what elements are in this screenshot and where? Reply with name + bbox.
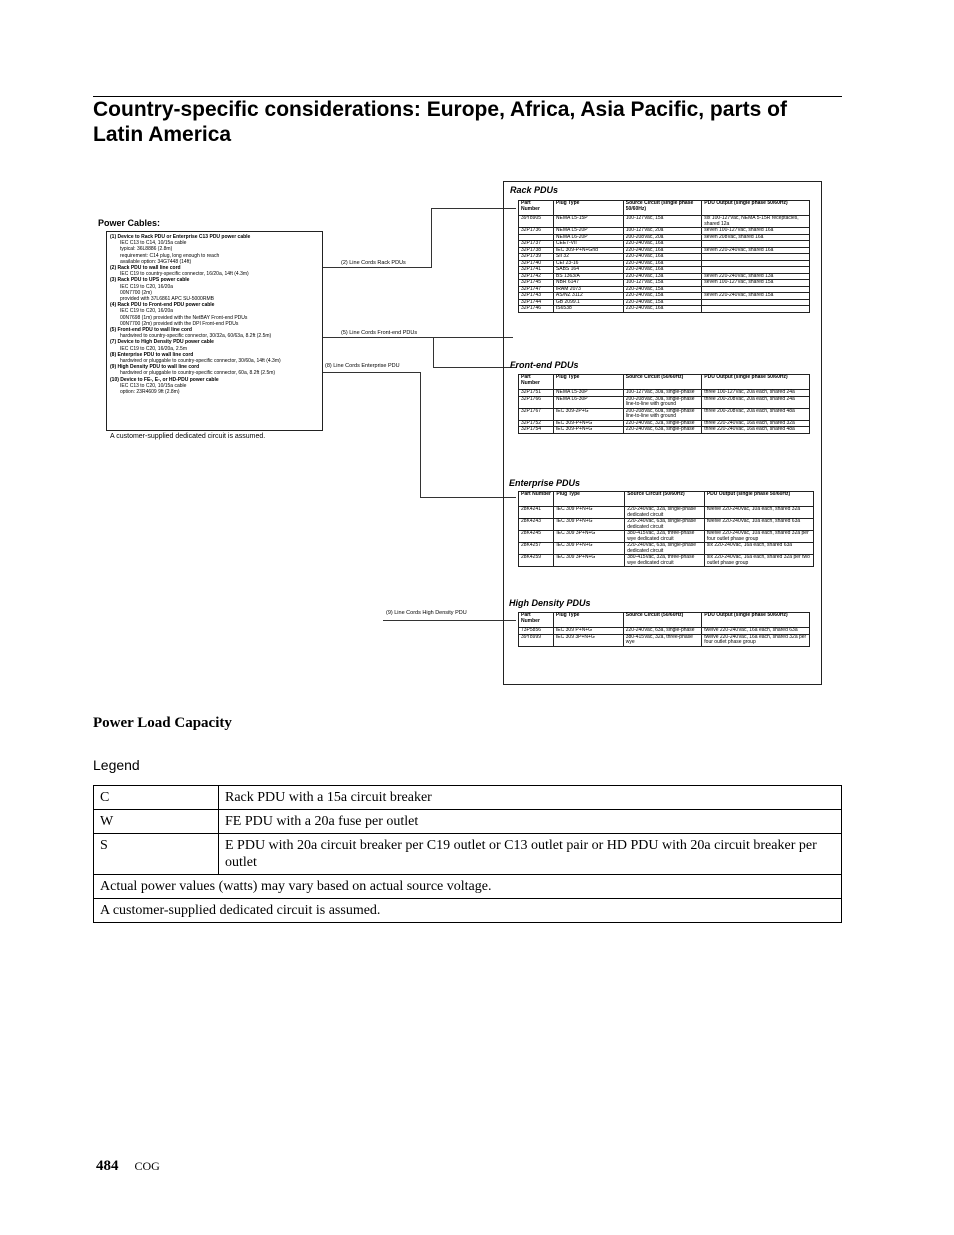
table-cell: 220-240Vac, 15a — [623, 286, 702, 293]
table-cell: 32P1740 — [519, 260, 554, 267]
table-row — [519, 634, 810, 646]
frontend-pdus-title: Front-end PDUs — [510, 360, 579, 370]
table-cell: 380-415Vac, 32a, three-phase wye dedicated circuit — [625, 531, 705, 543]
table-cell: 32P1736 — [519, 228, 554, 235]
cable-heading: (8) Enterprise PDU to wall line cord — [110, 351, 194, 358]
table-cell: 32P1747 — [519, 286, 554, 293]
cable-detail: typical: 36L8886 (2.8m) — [120, 246, 173, 253]
table-cell: 32P1752 — [519, 420, 554, 427]
table-cell: 32P1743 — [519, 293, 554, 300]
section-heading: Power Load Capacity — [93, 715, 232, 731]
rack-pdu-table — [518, 200, 810, 313]
table-cell: NEMA L5-15P — [553, 216, 623, 228]
table-cell: 32P1754 — [519, 427, 554, 434]
cable-heading: (1) Device to Rack PDU or Enterprise C13 PDU power cable — [110, 234, 251, 240]
table-row — [519, 531, 814, 543]
table-header-row — [519, 375, 810, 390]
legend-description: Rack PDU with a 15a circuit breaker — [219, 786, 842, 810]
table-cell: 39Y8999 — [519, 634, 554, 646]
table-cell: twelve 220-240Vac, 16a each, shared 32a per four outlet phase group — [702, 634, 810, 646]
table-cell: seven 208Vac, shared 16a — [702, 234, 810, 241]
table-cell: NEMA L5-20P — [553, 228, 623, 235]
table-cell: IEC 309 3P+N+G — [553, 634, 623, 646]
table-cell: 220-240Vac, 63a, single-phase — [623, 427, 702, 434]
table-cell: 100-127Vac, 20a — [623, 228, 702, 235]
connector-line-frontend-v — [433, 337, 434, 367]
cable-detail: hardwired or pluggable to country-specific connector, 30/60a, 14ft (4.3m) — [120, 358, 281, 365]
cables-list — [106, 231, 323, 431]
column-header: Plug Type — [553, 201, 623, 216]
table-cell: seven 220-240Vac, shared 15a — [702, 293, 810, 300]
table-row — [519, 543, 814, 555]
page-title: Country-specific considerations: Europe, Africa, Asia Pacific, parts of Latin America — [93, 98, 787, 146]
table-cell: 220-240Vac, 63a, single-phase dedicated circuit — [625, 519, 705, 531]
table-cell: seven 220-240Vac, shared 13a — [702, 273, 810, 280]
legend-row — [94, 786, 842, 810]
column-header: Source Circuit (50/60Hz) — [623, 613, 702, 628]
table-cell: 200-208Vac, 60a, single-phase line-to-line with ground — [623, 408, 702, 420]
table-cell: IRAM 2073 — [553, 286, 623, 293]
column-header: Plug Type — [553, 375, 623, 390]
table-row — [519, 216, 810, 228]
doc-name: COG — [134, 1159, 160, 1173]
table-cell: 32P1738 — [519, 247, 554, 254]
cable-detail: IEC C13 to C14, 10/15a cable — [120, 240, 187, 247]
table-cell: 32P1737 — [519, 241, 554, 248]
table-cell: SII 32 — [553, 254, 623, 261]
table-cell: 220-240Vac, 16a — [623, 254, 702, 261]
table-cell: NBR 6147 — [553, 280, 623, 287]
legend-table — [93, 785, 842, 923]
connector-label-rack: (2) Line Cords Rack PDUs — [341, 260, 406, 266]
hd-pdu-table — [518, 612, 810, 647]
table-cell: twelve 220-240Vac, 10a each, shared 32a per four outlet phase group — [704, 531, 813, 543]
table-cell: 39Y8905 — [519, 216, 554, 228]
table-cell: three 100-127Vac, 20a each, shared 24a — [702, 390, 810, 397]
table-row — [519, 396, 810, 408]
table-row — [519, 306, 810, 313]
table-cell: NEMA L5-30P — [553, 390, 623, 397]
column-header: PDU Output (single phase 50/60Hz) — [704, 492, 813, 507]
cable-detail: IEC C19 to C20, 16/20a — [120, 308, 174, 315]
cable-heading: (5) Front-end PDU to wall line cord — [110, 327, 192, 334]
table-cell: CEI 23-16 — [553, 260, 623, 267]
cable-detail: IEC C19 to C20, 16/20a, 2.5m — [120, 345, 187, 352]
table-cell: IEC 309-2P+G — [553, 408, 623, 420]
table-cell: 32P1741 — [519, 267, 554, 274]
table-cell: 220-240Vac, 16a — [623, 267, 702, 274]
connector-line-enterprise-v — [420, 372, 421, 497]
table-cell: 28K4257 — [519, 543, 554, 555]
table-cell: 200-208Vac, 30a, single-phase line-to-line with ground — [623, 396, 702, 408]
cables-title: Power Cables: — [98, 218, 161, 228]
cable-detail: provided with 37L6861 APC SU-5000RMB — [120, 296, 214, 303]
table-cell: IEC 309-P+N+G — [553, 420, 623, 427]
connector-line-hd — [383, 620, 516, 621]
table-cell: 32P1742 — [519, 273, 554, 280]
column-header: Part Number — [519, 375, 554, 390]
table-cell: 28K4243 — [519, 519, 554, 531]
table-row — [519, 555, 814, 567]
legend-note-row — [94, 899, 842, 923]
table-row — [519, 507, 814, 519]
connector-label-frontend: (5) Line Cords Front-end PDUs — [341, 330, 418, 336]
rack-pdus-title: Rack PDUs — [510, 185, 559, 195]
table-cell: 32P1745 — [519, 280, 554, 287]
enterprise-pdus-title: Enterprise PDUs — [509, 478, 581, 488]
cable-heading: (7) Device to High Density PDU power cable — [110, 339, 214, 346]
power-cables-figure — [93, 178, 823, 688]
table-cell: six 220-240Vac, 16a each, shared 32a per two outlet phase group — [704, 555, 813, 567]
table-cell: 220-240Vac, 32a, single-phase dedicated circuit — [625, 507, 705, 519]
table-cell: 220-240Vac, 15a — [623, 293, 702, 300]
legend-row — [94, 834, 842, 875]
cable-detail: available option: 34G7448 (14ft) — [120, 258, 192, 265]
table-cell: 220-240Vac, 16a — [623, 306, 702, 313]
cable-detail: 00N7698 (1m) provided with the NetBAY Front-end PDUs — [120, 314, 248, 321]
table-cell — [702, 306, 810, 313]
table-cell: 100-127Vac, 15a — [623, 216, 702, 228]
table-row — [519, 408, 810, 420]
enterprise-pdu-table — [518, 491, 814, 567]
table-header-row — [519, 201, 810, 216]
table-cell: AS/NZ 3112 — [553, 293, 623, 300]
column-header: Part Number — [519, 613, 554, 628]
cable-detail: 00N7700 (2m) — [120, 289, 152, 296]
table-cell: IEC 309 P+N+G — [554, 519, 625, 531]
page-footer — [96, 1157, 160, 1175]
column-header: Part Number — [519, 492, 554, 507]
cable-heading: (3) Rack PDU to UPS power cable — [110, 277, 190, 284]
legend-note: A customer-supplied dedicated circuit is assumed. — [94, 899, 842, 923]
table-cell: 28K4241 — [519, 507, 554, 519]
table-cell: 32P1751 — [519, 390, 554, 397]
table-cell: 200-208Vac, 20a — [623, 234, 702, 241]
table-cell: 28K4259 — [519, 555, 554, 567]
connector-label-enterprise: (8) Line Cords Enterprise PDU — [325, 363, 400, 369]
table-cell: 32P1739 — [519, 254, 554, 261]
column-header: Source Circuit (50/60Hz) — [625, 492, 705, 507]
table-cell: NEMA L6-30P — [553, 396, 623, 408]
connector-line-enterprise — [323, 372, 420, 373]
table-cell: 32P1767 — [519, 408, 554, 420]
table-cell: 220-240Vac, 15a — [623, 299, 702, 306]
table-cell: 220-240Vac, 13a — [623, 273, 702, 280]
cable-heading: (10) Device to FE-, E-, or HD-PDU power cable — [110, 376, 219, 383]
cable-heading: (2) Rack PDU to wall line cord — [110, 265, 181, 272]
table-row — [519, 427, 810, 434]
legend-label: Legend — [93, 757, 140, 773]
connector-label-hd: (9) Line Cords High Density PDU — [386, 610, 467, 616]
table-cell: 32P1744 — [519, 299, 554, 306]
table-cell: GB 2099.1 — [553, 299, 623, 306]
table-cell: IEC 309 P+N+G — [554, 507, 625, 519]
column-header: Source Circuit (50/60Hz) — [623, 375, 702, 390]
cables-note: A customer-supplied dedicated circuit is assumed. — [110, 433, 266, 440]
table-cell: three 220-240Vac, 16a each, shared 32a — [702, 420, 810, 427]
table-cell: 220-240Vac, 32a, single-phase — [623, 420, 702, 427]
column-header: PDU Output (single phase 50/60Hz) — [702, 201, 810, 216]
table-cell: 220-240Vac, 16a — [623, 260, 702, 267]
table-cell: three 200-208Vac, 20a each, shared 24a — [702, 396, 810, 408]
legend-code: S — [94, 834, 219, 875]
table-cell: 380-415Vac, 32a, three-phase wye — [623, 634, 702, 646]
table-cell: 73P5856 — [519, 628, 554, 635]
legend-note-row — [94, 875, 842, 899]
table-cell: three 200-208Vac, 20a each, shared 48a — [702, 408, 810, 420]
legend-row — [94, 810, 842, 834]
table-cell: 100-127Vac, 30a, single-phase — [623, 390, 702, 397]
cable-detail: IEC C13 to C20, 10/15a cable — [120, 382, 187, 389]
table-cell: twelve 220-240Vac, 10a each, shared 32a — [704, 507, 813, 519]
cable-heading: (4) Rack PDU to Front-end PDU power cable — [110, 302, 215, 309]
table-cell: 220-240Vac, 16a — [623, 241, 702, 248]
legend-description: FE PDU with a 20a fuse per outlet — [219, 810, 842, 834]
cable-detail: requirement: C14 plug, long enough to reach — [120, 252, 220, 259]
cable-detail: hardwired or pluggable to country-specific connector, 60a, 8.2ft (2.5m) — [120, 370, 276, 377]
table-cell: IEC 309-P+N+G — [553, 427, 623, 434]
table-cell: IEC 309 3P+N+G — [554, 555, 625, 567]
table-header-row — [519, 492, 814, 507]
connector-line-rack-v — [431, 208, 432, 268]
table-cell: 220-240Vac, 63a, single-phase — [623, 628, 702, 635]
cable-detail: 00N7700 (2m) provided with the DPI Front-end PDUs — [120, 320, 239, 327]
table-cell: 220-240Vac, 63a, single-phase dedicated circuit — [625, 543, 705, 555]
cable-detail: option: 23R4609 9ft (2.8m) — [120, 389, 180, 396]
cable-detail: IEC C19 to C20, 16/20a — [120, 283, 174, 290]
table-row — [519, 519, 814, 531]
cable-heading: (9) High Density PDU to wall line cord — [110, 364, 200, 371]
table-cell: three 220-240Vac, 16a each, shared 48a — [702, 427, 810, 434]
column-header: Plug Type — [553, 613, 623, 628]
connector-line-enterprise-h — [420, 497, 516, 498]
table-cell: 32P1766 — [519, 396, 554, 408]
table-header-row — [519, 613, 810, 628]
table-cell: 32P1746 — [519, 306, 554, 313]
table-cell: IEC 309-P+N+Gnd — [553, 247, 623, 254]
table-cell: seven 100-127Vac, shared 16a — [702, 228, 810, 235]
table-cell: seven 100-127Vac, shared 15a — [702, 280, 810, 287]
table-cell: twelve 220-240Vac, 16a each, shared 63a — [702, 628, 810, 635]
legend-description: E PDU with 20a circuit breaker per C19 outlet or C13 outlet pair or HD PDU with 20a circuit breaker per outlet — [219, 834, 842, 875]
column-header: Plug Type — [554, 492, 625, 507]
table-cell: six 100-127Vac, NEMA 5-15R receptacles, shared 12a — [702, 216, 810, 228]
table-cell: NEMA L6-20P — [553, 234, 623, 241]
table-cell: IEC 309 3P+N+G — [554, 531, 625, 543]
cable-detail: hardwired to country-specific connector, 30/32a, 60/63a, 8.2ft (2.5m) — [120, 333, 272, 340]
table-cell: seven 220-240Vac, shared 16a — [702, 247, 810, 254]
column-header: Part Number — [519, 201, 554, 216]
column-header: PDU Output (single phase 50/60Hz) — [702, 613, 810, 628]
table-cell: 380-415Vac, 32a, three-phase wye dedicated circuit — [625, 555, 705, 567]
legend-code: C — [94, 786, 219, 810]
frontend-pdu-table — [518, 374, 810, 434]
column-header: PDU Output (single phase 50/60Hz) — [702, 375, 810, 390]
table-cell: IEC 309 P+N+G — [554, 543, 625, 555]
page-number: 484 — [96, 1158, 119, 1174]
table-cell: BS 1363/A — [553, 273, 623, 280]
table-cell: 100-127Vac, 15a — [623, 280, 702, 287]
hd-pdus-title: High Density PDUs — [509, 598, 591, 608]
cable-detail: IEC C19 to country-specific connector, 16/20a, 14ft (4.3m) — [120, 271, 249, 278]
table-cell: CEE7-VII — [553, 241, 623, 248]
table-cell: twelve 220-240Vac, 10a each, shared 63a — [704, 519, 813, 531]
table-cell: IEC 309 P+N+G — [553, 628, 623, 635]
table-cell: SABS 164 — [553, 267, 623, 274]
legend-note: Actual power values (watts) may vary based on actual source voltage. — [94, 875, 842, 899]
table-cell: 220-240Vac, 16a — [623, 247, 702, 254]
legend-code: W — [94, 810, 219, 834]
table-cell: 28K4245 — [519, 531, 554, 543]
connector-line-frontend — [323, 337, 513, 338]
table-cell: six 220-240Vac, 16a each, shared 63a — [704, 543, 813, 555]
column-header: Source Circuit (single phase 50/60Hz) — [623, 201, 702, 216]
table-cell: IS6538 — [553, 306, 623, 313]
connector-line-rack — [323, 267, 431, 268]
